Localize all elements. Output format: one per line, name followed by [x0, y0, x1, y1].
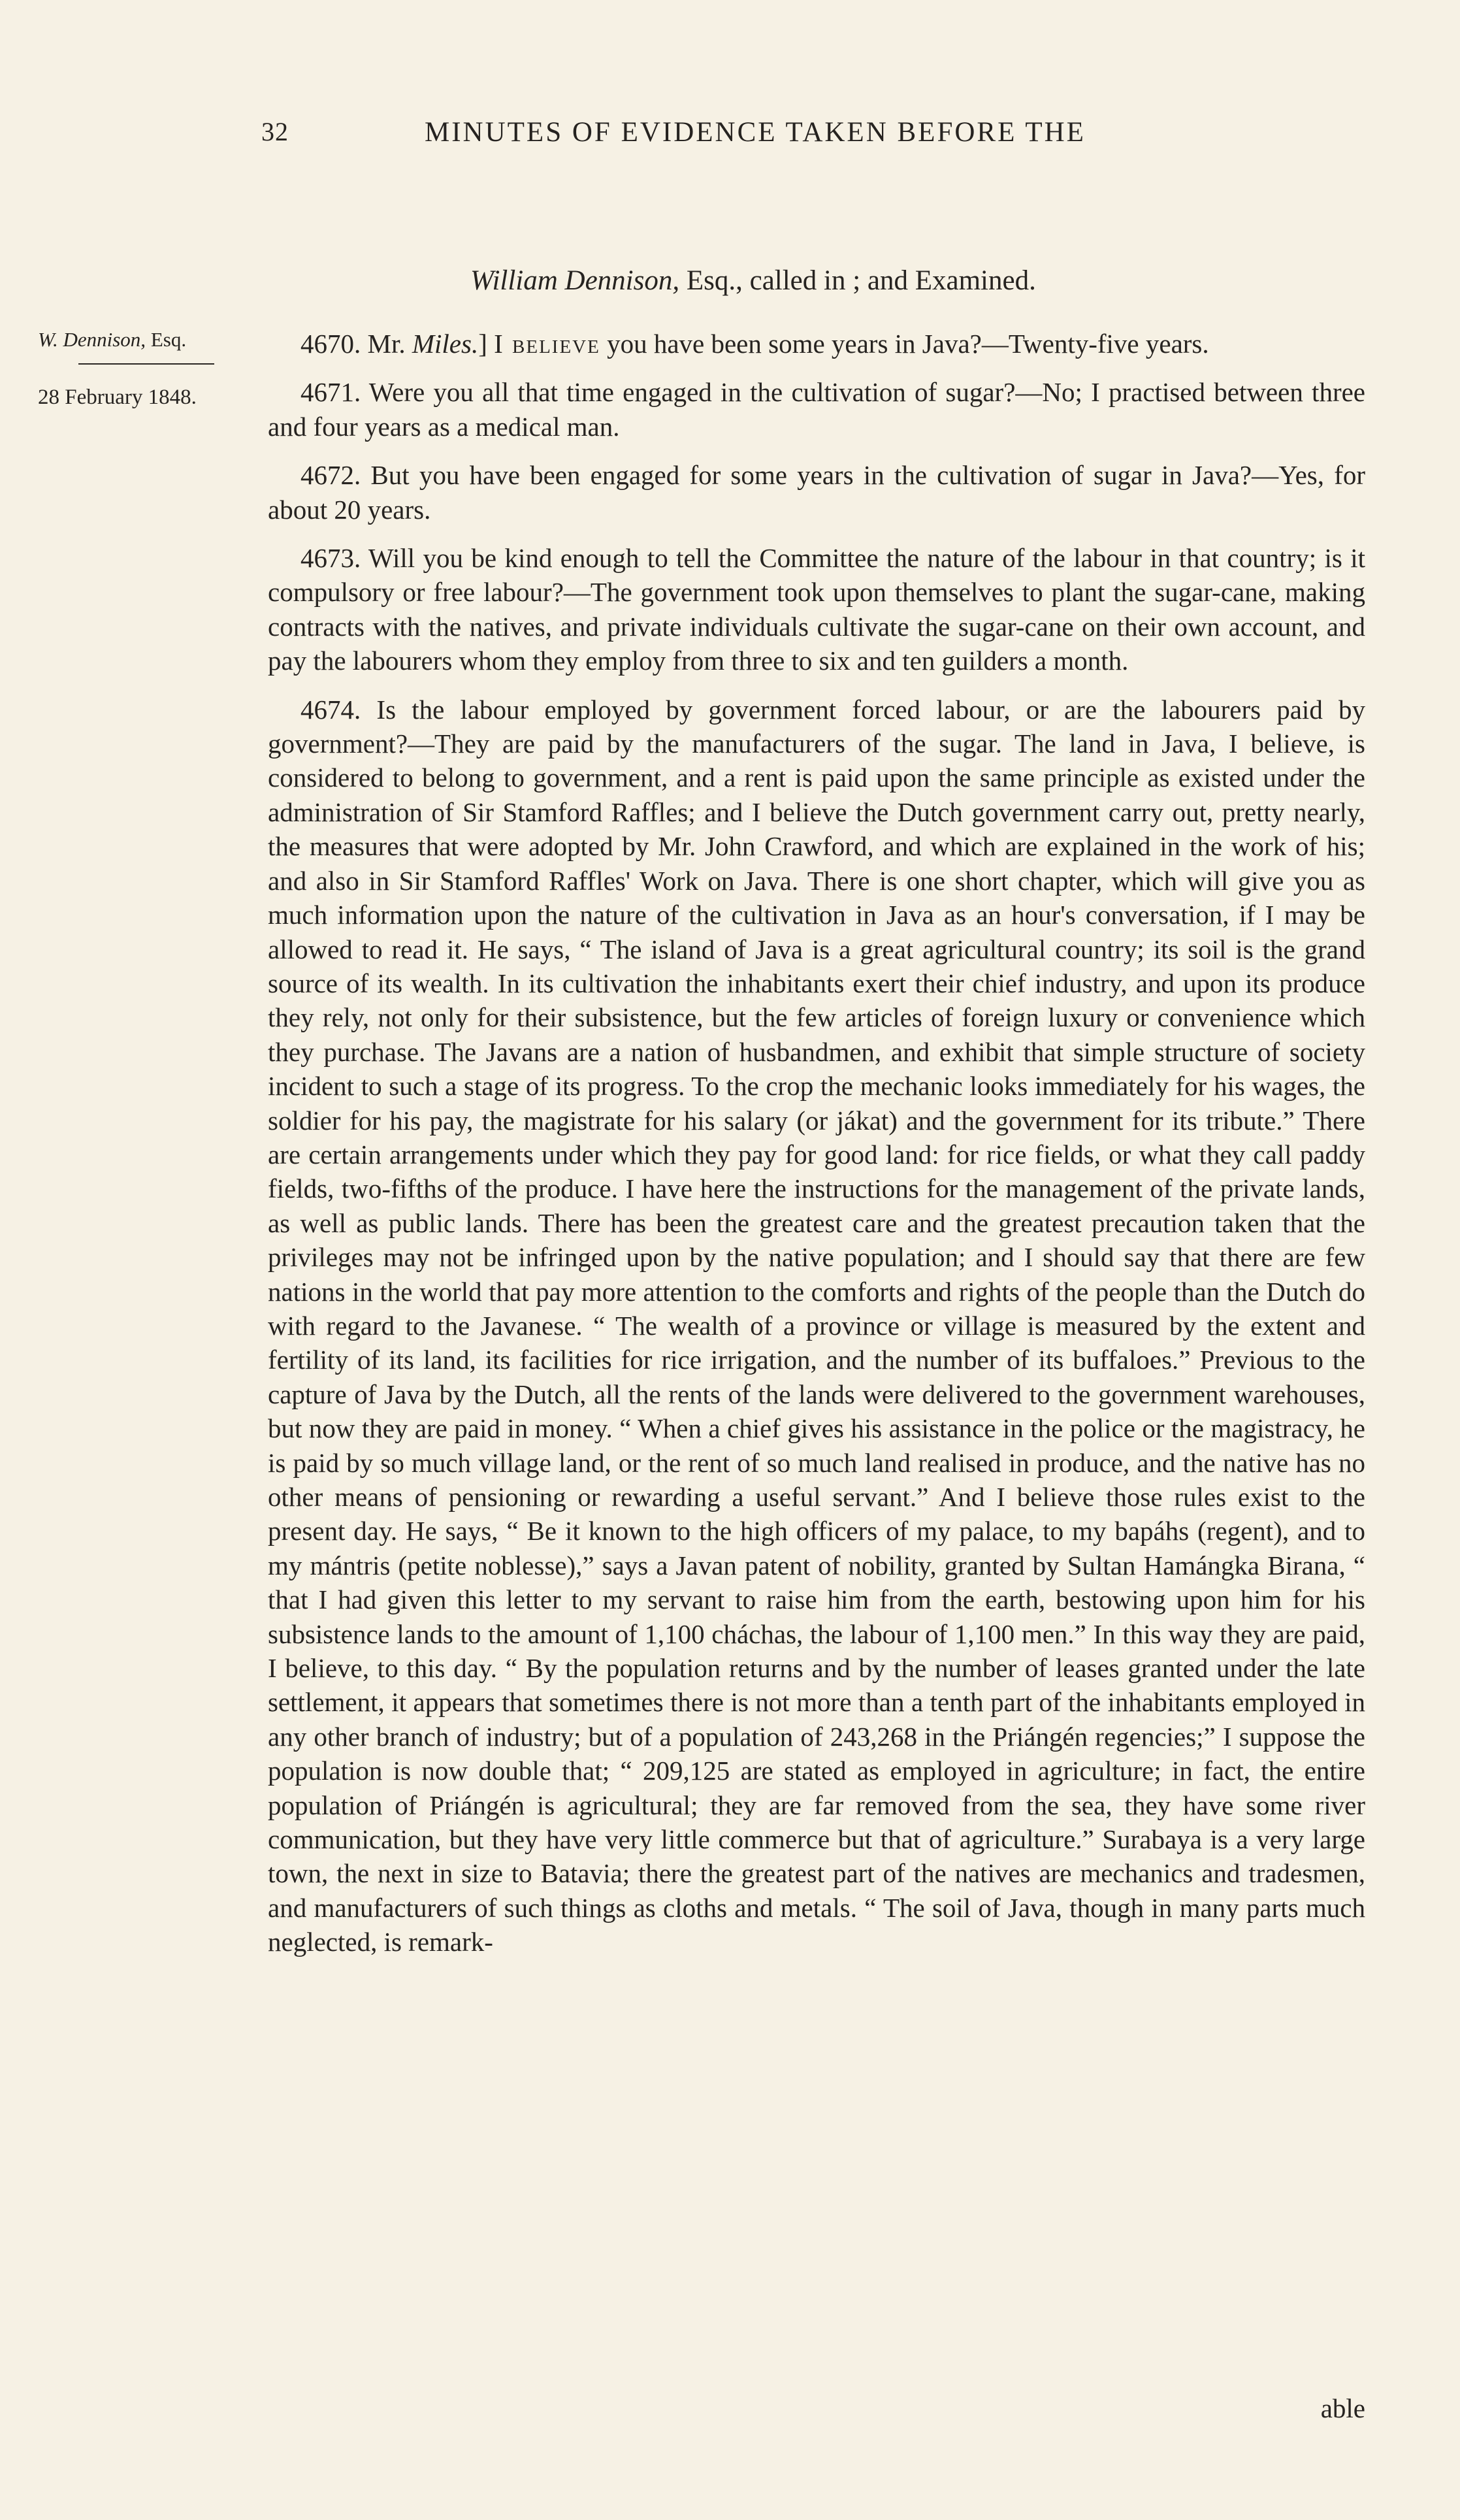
- question-4670: [268, 327, 1365, 361]
- catchword: able: [1320, 2393, 1365, 2423]
- question-4671: [268, 375, 1365, 444]
- question-4673: [268, 541, 1365, 678]
- question-text: Will you be kind enough to tell the Committee the nature of the labour in that country; is it compulsory or free labour?—The government took upon themselves to plant the sugar-cane, making contracts with the natives, and private individuals cultivate the sugar-cane on their own account, and pay the labourers whom they employ from three to six and ten guilders a month.: [268, 543, 1365, 676]
- question-4672: [268, 458, 1365, 527]
- question-number: 4670.: [300, 329, 361, 359]
- question-number: 4671.: [300, 377, 361, 408]
- running-title: MINUTES OF EVIDENCE TAKEN BEFORE THE: [425, 117, 1086, 148]
- speaker-prefix: Mr.: [361, 329, 412, 359]
- page-header: [0, 116, 1460, 155]
- speaker-close: ]: [478, 329, 495, 359]
- witness-called-line: [470, 265, 1036, 297]
- question-text: Is the labour employed by government forced labour, or are the labourers paid by government?—They are paid by the manufacturers of the sugar. The land in Java, I believe, is considered to belong to government, and a rent is paid upon the same principle as existed under the administration of Sir Stamford Raffles; and I believe the Dutch government carry out, pretty nearly, the measures that were adopted by Mr. John Crawford, and which are explained in the work of his; and also in Sir Stamford Raffles' Work on Java. There is one short chapter, which will give you as much information upon the nature of the cultivation in Java as an hour's conversation, if I may be allowed to read it. He says, “ The island of Java is a great agricultural country; its soil is the grand source of its wealth. In its cultivation the inhabitants exert their chief industry, and upon its produce they rely, not only for their subsistence, but the few articles of foreign luxury or convenience which they purchase. The Javans are a nation of husbandmen, and exhibit that simple structure of society incident to such a stage of its progress. To the crop the mechanic looks immediately for his wages, the soldier for his pay, the magistrate for his salary (or jákat) and the government for its tribute.” There are certain arrangements under which they pay for good land: for rice fields, or what they call paddy fields, two-fifths of the produce. I have here the instructions for the management of the private lands, as well as public lands. There has been the greatest care and the greatest precaution taken that the privileges may not be infringed upon by the native population; and I should say that there are few nations in the world that pay more attention to the comforts and rights of the people than the Dutch do with regard to the Javanese. “ The wealth of a province or village is measured by the extent and fertility of its land, its facilities for rice irrigation, and the number of its buffaloes.” Previous to the capture of Java by the Dutch, all the rents of the lands were delivered to the government warehouses, but now they are paid in money. “ When a chief gives his assistance in the police or the magistracy, he is paid by so much village land, or the rent of so much land realised in produce, and the native has no other means of pensioning or rewarding a useful servant.” And I believe those rules exist to the present day. He says, “ Be it known to the high officers of my palace, to my bapáhs (regent), and to my mántris (petite noblesse),” says a Javan patent of nobility, granted by Sultan Hamángka Birana, “ that I had given this letter to my servant to raise him from the earth, bestowing upon him for his subsistence lands to the amount of 1,100 cháchas, the labour of 1,100 men.” In this way they are paid, I believe, to this day. “ By the population returns and by the number of leases granted under the late settlement, it appears that sometimes there is not more than a tenth part of the inhabitants employed in any other branch of industry; but of a population of 243,268 in the Priángén regencies;” I suppose the population is now double that; “ 209,125 are stated as employed in agriculture; in fact, the entire population of Priángén is agricultural; they are far removed from the sea, they have some river communication, but they have very little commerce but that of agriculture.” Surabaya is a very large town, the next in size to Batavia; there the greatest part of the natives are mechanics and tradesmen, and manufacturers of such things as cloths and metals. “ The soil of Java, though in many parts much neglected, is remark-: [268, 694, 1365, 1957]
- page-number: 32: [261, 117, 289, 146]
- margin-witness: [38, 328, 260, 352]
- opening-words: I believe: [494, 329, 600, 359]
- margin-date: 28 February 1848.: [38, 385, 197, 409]
- evidence-body: [268, 327, 1365, 1974]
- question-number: 4674.: [300, 694, 361, 725]
- witness-called-text: Esq., called in ; and Examined.: [679, 265, 1036, 296]
- question-text: But you have been engaged for some years in the cultivation of sugar in Java?—Yes, for about 20 years.: [268, 460, 1365, 525]
- question-4674: [268, 693, 1365, 1959]
- question-text: Were you all that time engaged in the cultivation of sugar?—No; I practised between three and four years as a medical man.: [268, 377, 1365, 442]
- margin-witness-name: W. Dennison,: [38, 328, 146, 351]
- margin-witness-suffix: Esq.: [146, 328, 187, 351]
- question-text: you have been some years in Java?—Twenty-five years.: [600, 329, 1209, 359]
- margin-divider: [78, 363, 214, 365]
- question-number: 4672.: [300, 460, 361, 491]
- witness-name: William Dennison,: [470, 265, 680, 296]
- question-number: 4673.: [300, 543, 361, 574]
- speaker-name: Miles.: [412, 329, 479, 359]
